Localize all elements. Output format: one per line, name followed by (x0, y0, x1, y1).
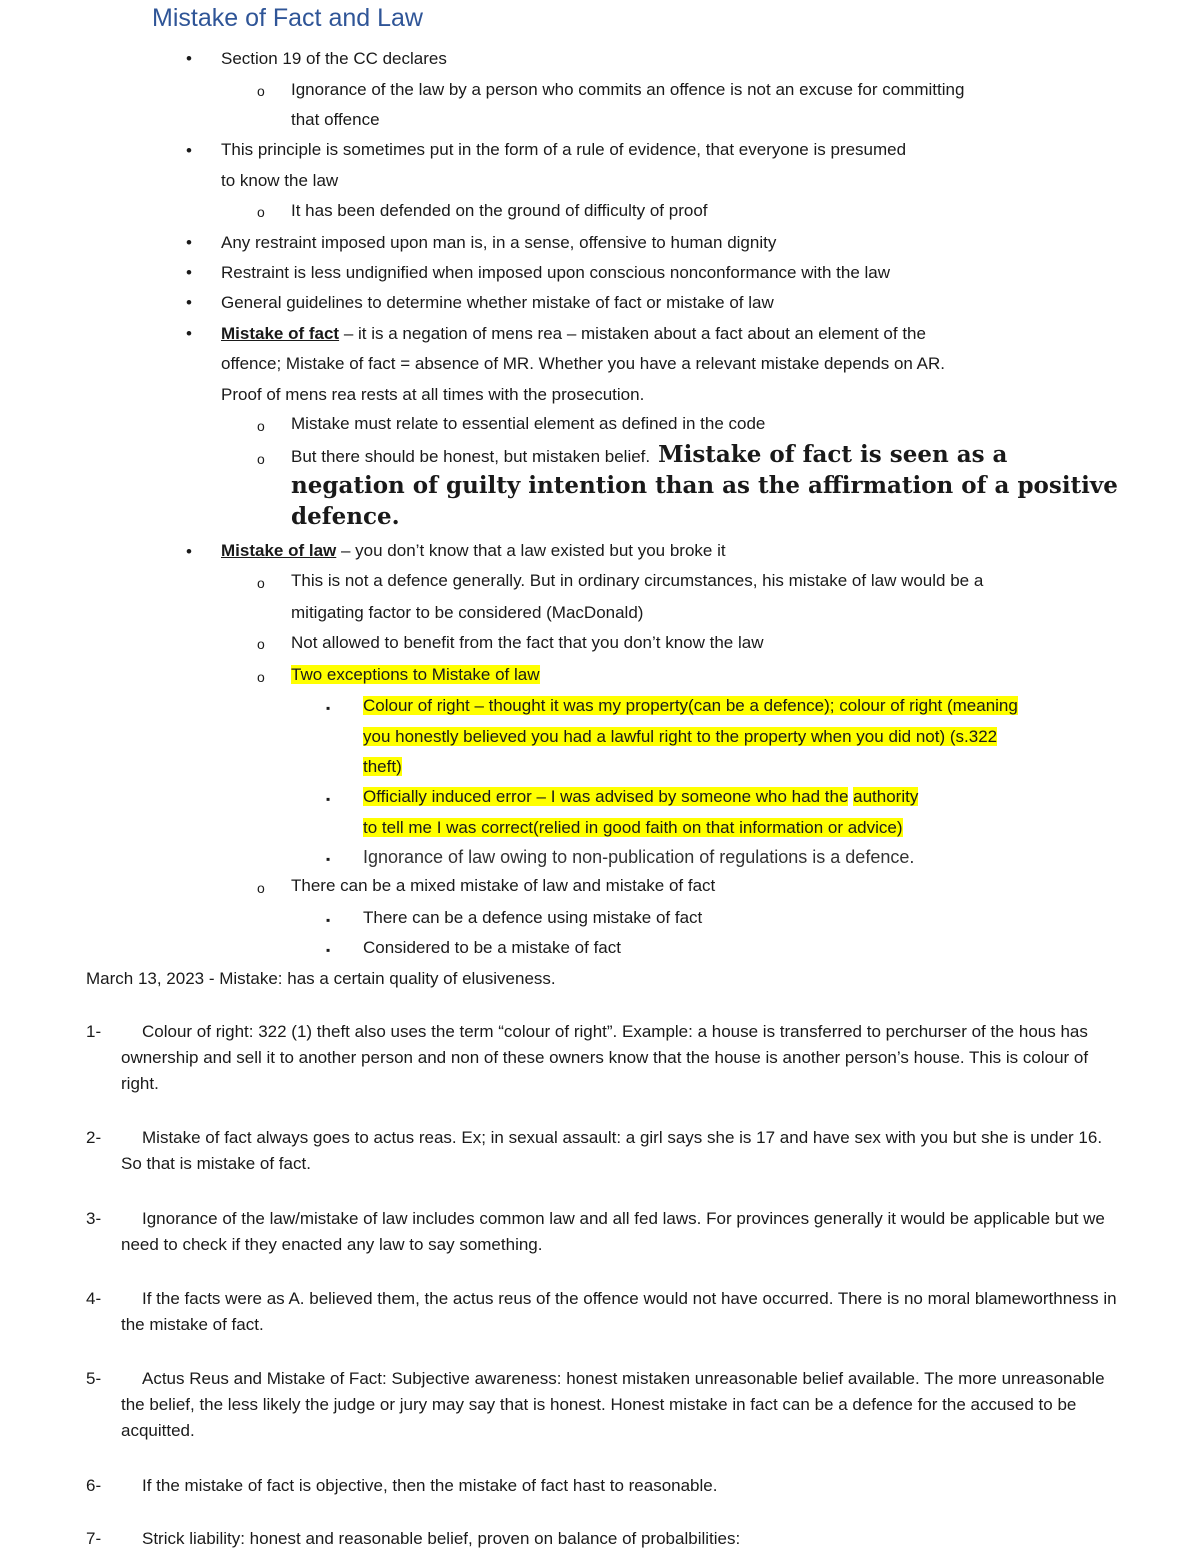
bullet-item: General guidelines to determine whether mistake of fact or mistake of law (221, 293, 774, 312)
sub-bullet-icon: o (257, 575, 265, 591)
list-number: 3- (86, 1209, 102, 1228)
square-bullet-item (363, 786, 918, 808)
bullet-item: Any restraint imposed upon man is, in a sense, offensive to human dignity (221, 233, 777, 252)
bullet-icon: • (186, 141, 192, 160)
square-bullet-item-cont (363, 756, 402, 778)
page-title: Mistake of Fact and Law (152, 4, 423, 32)
highlighted-text: Colour of right – thought it was my property(can be a defence); colour of right (meaning (363, 696, 1018, 715)
square-bullet-icon: ▪ (326, 701, 331, 715)
bullet-icon: • (186, 233, 192, 252)
list-number: 4- (86, 1289, 102, 1308)
sub-bullet-icon: o (257, 418, 265, 434)
numbered-note: Colour of right: 322 (1) theft also uses the term “colour of right”. Example: a house is transferred to perchurser of the hous has ownership and sell it to another person and non of these owners know that the house is another person’s house. This is colour of right. (121, 1022, 1089, 1093)
term-definition: – it is a negation of mens rea – mistaken about a fact about an element of the (339, 324, 926, 343)
highlighted-text: theft) (363, 757, 402, 776)
sub-bullet-item: This is not a defence generally. But in ordinary circumstances, his mistake of law would be a (291, 571, 984, 590)
bullet-item-mistake-of-law (221, 540, 726, 562)
bullet-icon: • (186, 49, 192, 68)
numbered-note: If the mistake of fact is objective, then the mistake of fact hast to reasonable. (142, 1476, 718, 1495)
bullet-item: Section 19 of the CC declares (221, 49, 447, 68)
bullet-icon: • (186, 542, 192, 561)
square-bullet-item: Considered to be a mistake of fact (363, 938, 621, 957)
numbered-note: Actus Reus and Mistake of Fact: Subjective awareness: honest mistaken unreasonable belief available. The more unreasonable the belief, the less likely the judge or jury may say that is honest. Honest mistake in fact can be a defence for the accused to be acquitted. (121, 1369, 1105, 1440)
sub-bullet-icon: o (257, 83, 265, 99)
highlighted-text: to tell me I was correct(relied in good faith on that information or advice) (363, 818, 903, 837)
date-heading: March 13, 2023 - Mistake: has a certain quality of elusiveness. (86, 969, 556, 988)
term-heading: Mistake of fact (221, 324, 340, 343)
bullet-icon: • (186, 293, 192, 312)
bullet-icon: • (186, 324, 192, 343)
numbered-note: If the facts were as A. believed them, the actus reus of the offence would not have occurred. There is no moral blameworthness in the mistake of fact. (121, 1289, 1117, 1334)
highlighted-text: Two exceptions to Mistake of law (291, 665, 540, 684)
numbered-note: Mistake of fact always goes to actus reas. Ex; in sexual assault: a girl says she is 17 and have sex with you but she is under 16. So that is mistake of fact. (121, 1128, 1103, 1173)
square-bullet-icon: ▪ (326, 852, 331, 866)
highlighted-text: you honestly believed you had a lawful right to the property when you did not) (s.322 (363, 727, 998, 746)
square-bullet-item (363, 695, 1018, 717)
sub-bullet-item: Not allowed to benefit from the fact that you don’t know the law (291, 633, 764, 652)
sub-bullet-icon: o (257, 669, 265, 685)
sub-bullet-item-cont: that offence (291, 110, 380, 129)
sub-bullet-item: It has been defended on the ground of difficulty of proof (291, 201, 708, 220)
numbered-note: Strick liability: honest and reasonable belief, proven on balance of probalbilities: (142, 1529, 741, 1548)
bullet-item: Restraint is less undignified when imposed upon conscious nonconformance with the law (221, 263, 891, 282)
bullet-item-mistake-of-fact (221, 323, 926, 345)
sub-bullet-icon: o (257, 880, 265, 896)
bullet-item-cont: Proof of mens rea rests at all times with the prosecution. (221, 385, 645, 404)
bullet-icon: • (186, 263, 192, 282)
bullet-item-cont: offence; Mistake of fact = absence of MR. Whether you have a relevant mistake depends on AR. (221, 354, 946, 373)
square-bullet-icon: ▪ (326, 792, 331, 806)
term-heading: Mistake of law (221, 541, 337, 560)
list-number: 2- (86, 1128, 102, 1147)
sub-bullet-icon: o (257, 204, 265, 220)
square-bullet-icon: ▪ (326, 943, 331, 957)
square-bullet-item: Ignorance of law owing to non-publication of regulations is a defence. (363, 847, 915, 867)
sub-bullet-item-cont: mitigating factor to be considered (MacDonald) (291, 603, 644, 622)
sub-bullet-item: Mistake must relate to essential element as defined in the code (291, 414, 766, 433)
square-bullet-item-cont (363, 817, 903, 839)
square-bullet-icon: ▪ (326, 913, 331, 927)
list-number: 6- (86, 1476, 102, 1495)
bullet-item-cont: to know the law (221, 171, 339, 190)
sub-bullet-icon: o (257, 636, 265, 652)
sub-bullet-icon: o (257, 451, 265, 467)
sub-bullet-item-highlighted (291, 664, 540, 686)
square-bullet-item: There can be a defence using mistake of fact (363, 908, 703, 927)
emphasis-text: Mistake of fact is seen as a (650, 441, 1008, 468)
square-bullet-item-cont (363, 726, 997, 748)
numbered-note: Ignorance of the law/mistake of law includes common law and all fed laws. For provinces generally it would be applicable but we need to check if they enacted any law to say something. (121, 1209, 1105, 1254)
sub-bullet-item: Ignorance of the law by a person who commits an offence is not an excuse for committing (291, 80, 965, 99)
sub-bullet-item: There can be a mixed mistake of law and mistake of fact (291, 876, 716, 895)
emphasis-text-cont: defence. (291, 503, 400, 530)
sub-bullet-text: But there should be honest, but mistaken belief. (291, 447, 651, 466)
highlighted-text: authority (853, 787, 919, 806)
term-definition: – you don’t know that a law existed but you broke it (336, 541, 726, 560)
highlighted-text: Officially induced error – I was advised by someone who had the (363, 787, 849, 806)
emphasis-text-cont: negation of guilty intention than as the affirmation of a positive (291, 472, 1118, 499)
list-number: 5- (86, 1369, 102, 1388)
list-number: 1- (86, 1022, 102, 1041)
sub-bullet-item (291, 441, 1008, 468)
bullet-item: This principle is sometimes put in the form of a rule of evidence, that everyone is presumed (221, 140, 907, 159)
list-number: 7- (86, 1529, 102, 1548)
